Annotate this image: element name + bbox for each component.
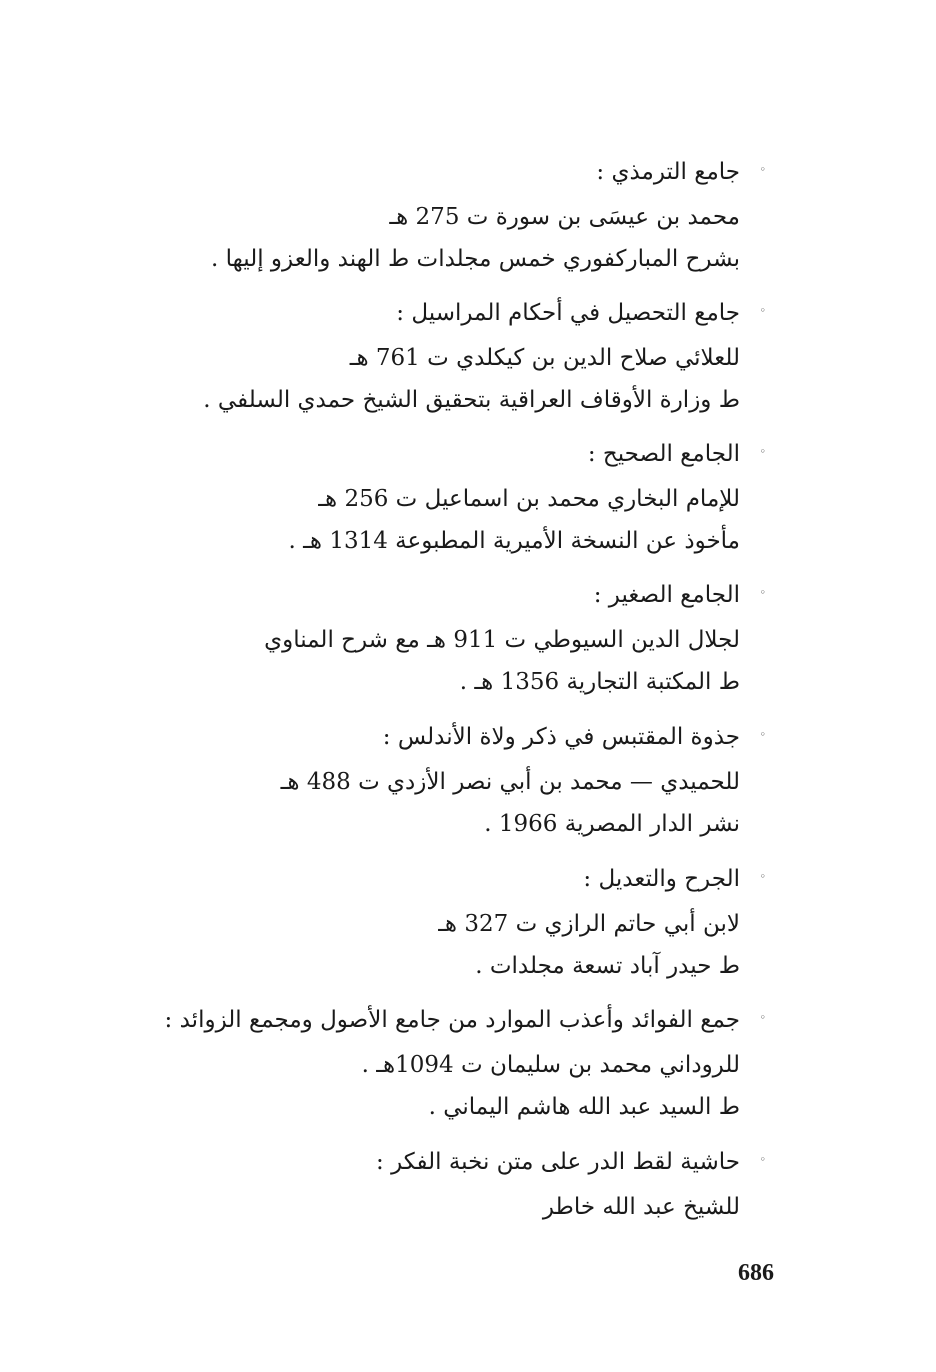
entry-line: للشيخ عبد الله خاطر [542,1194,740,1220]
bibliography-entry [80,148,766,280]
entry-line: ط وزارة الأوقاف العراقية بتحقيق الشيخ حمدي السلفي . [203,387,740,413]
entry-title [80,1138,766,1186]
bibliography-entry [80,430,766,562]
entry-title-text: الجامع الصحيح : [587,441,740,467]
entry-line: للروداني محمد بن سليمان ت 1094هـ . [361,1052,740,1078]
entry-line: نشر الدار المصرية 1966 . [484,811,740,837]
entry-line: بشرح المباركفوري خمس مجلدات ط الهند والعزو إليها . [211,246,740,272]
bullet-icon: ◦ [759,163,766,176]
entry-line: لابن أبي حاتم الرازي ت 327 هـ [438,911,740,937]
entry-line: للحميدي — محمد بن أبي نصر الأزدي ت 488 هـ [280,769,740,795]
entry-line: محمد بن عيسَى بن سورة ت 275 هـ [389,204,740,230]
entry-line: ط حيدر آباد تسعة مجلدات . [475,953,740,979]
bullet-icon: ◦ [759,586,766,599]
bibliography-entry [80,571,766,703]
entry-line: ط المكتبة التجارية 1356 هـ . [459,669,740,695]
bibliography-entry [80,713,766,845]
entry-title [80,996,766,1044]
entry-title-text: جذوة المقتبس في ذكر ولاة الأندلس : [382,724,740,750]
bullet-icon: ◦ [759,728,766,741]
entry-title-text: جامع الترمذي : [596,159,740,185]
entry-title [80,430,766,478]
entry-line: مأخوذ عن النسخة الأميرية المطبوعة 1314 هـ . [288,528,740,554]
bullet-icon: ◦ [759,1011,766,1024]
entry-title [80,289,766,337]
entry-title [80,571,766,619]
entry-title-text: حاشية لقط الدر على متن نخبة الفكر : [376,1149,740,1175]
bullet-icon: ◦ [759,1153,766,1166]
bibliography-entry [80,1138,766,1228]
bibliography-entry [80,855,766,987]
entry-title-text: جمع الفوائد وأعذب الموارد من جامع الأصول ومجمع الزوائد : [164,1007,740,1033]
bullet-icon: ◦ [759,870,766,883]
bibliography-entry [80,289,766,421]
entry-title-text: جامع التحصيل في أحكام المراسيل : [396,300,740,326]
entry-line: ط السيد عبد الله هاشم اليماني . [428,1094,740,1120]
bullet-icon: ◦ [759,445,766,458]
bibliography-entry [80,996,766,1128]
bullet-icon: ◦ [759,304,766,317]
entry-title-text: الجرح والتعديل : [583,866,740,892]
entry-line: للعلائي صلاح الدين بن كيكلدي ت 761 هـ [349,345,740,371]
entry-title-text: الجامع الصغير : [593,582,740,608]
page-number: 686 [738,1260,774,1286]
entry-line: لجلال الدين السيوطي ت 911 هـ مع شرح المناوي [264,627,740,653]
entry-title [80,713,766,761]
entry-line: للإمام البخاري محمد بن اسماعيل ت 256 هـ [318,486,740,512]
entry-title [80,855,766,903]
entry-title [80,148,766,196]
